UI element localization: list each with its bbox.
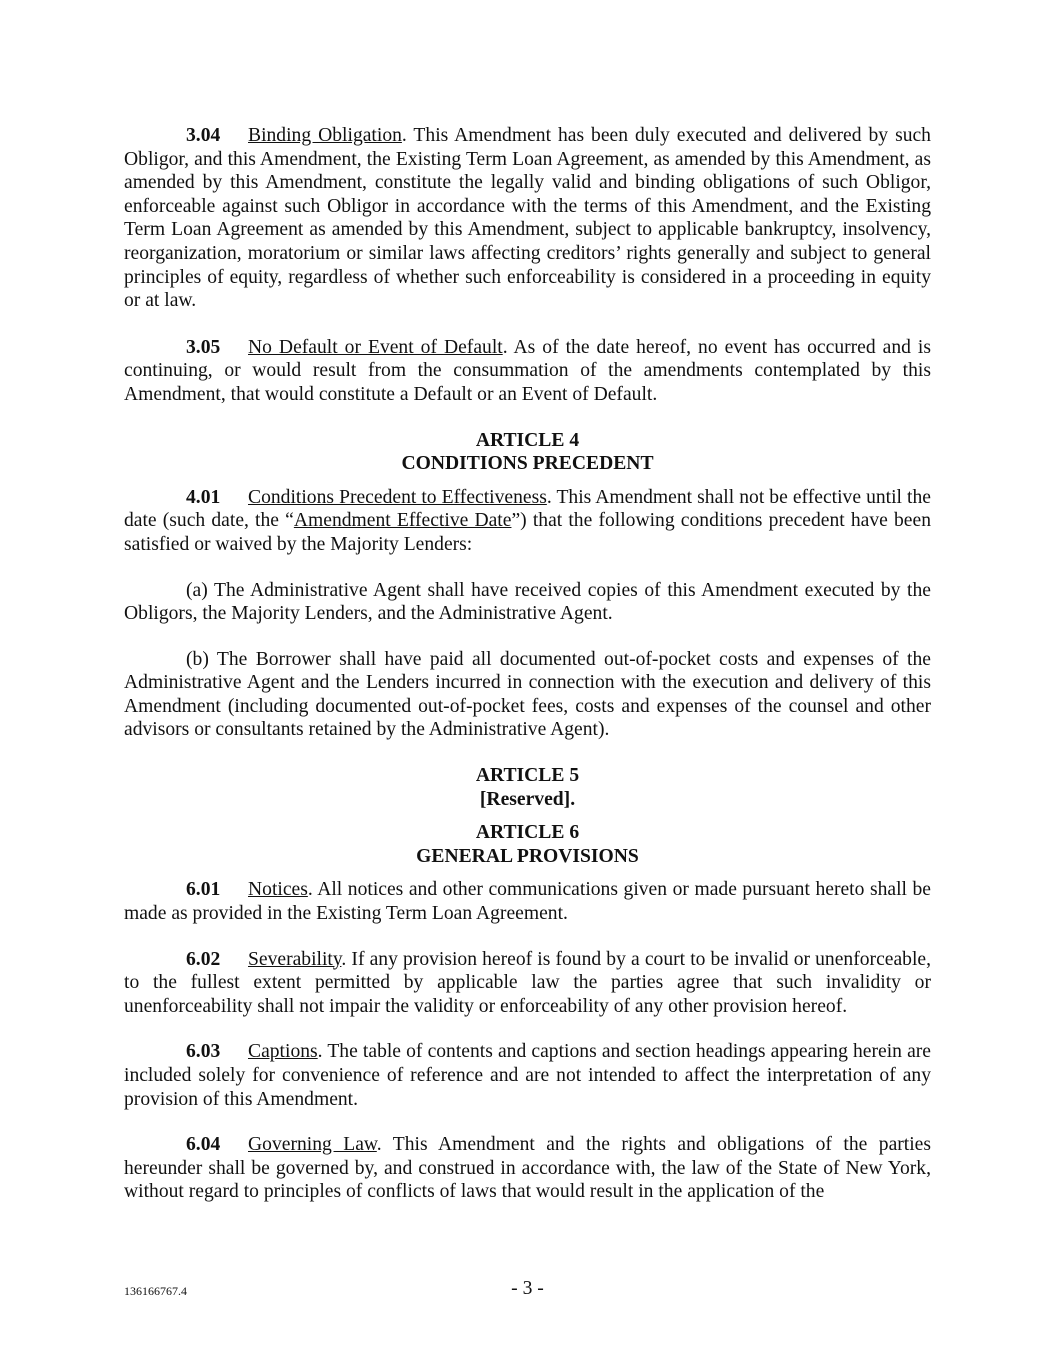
section-6-03 <box>124 1040 931 1111</box>
section-number: 6.03 <box>186 1041 221 1063</box>
section-3-04 <box>124 124 931 313</box>
section-body: . This Amendment shall not be effective until the date (such date, the “ <box>124 486 931 532</box>
document-id: 136166767.4 <box>124 1284 187 1298</box>
section-3-05 <box>124 336 931 407</box>
section-title: Notices <box>248 879 308 901</box>
section-title: No Default or Event of Default <box>248 336 503 358</box>
section-title: Governing Law <box>248 1134 377 1156</box>
section-title: Binding Obligation <box>248 125 402 146</box>
article-5-heading: ARTICLE 5 <box>475 765 580 787</box>
section-number: 6.02 <box>186 948 221 970</box>
section-body-cont: ”) that the following conditions precedent have been satisfied or waived by the Majority Lenders: <box>124 510 931 555</box>
section-number: 6.01 <box>186 879 221 901</box>
section-body: . All notices and other communications given or made pursuant hereto shall be made as provided in the Existing Term Loan Agreement. <box>124 879 931 925</box>
section-title: Severability <box>248 948 342 970</box>
section-number: 3.04 <box>186 125 221 146</box>
section-6-02 <box>124 948 931 1019</box>
section-body: . As of the date hereof, no event has occurred and is continuing, or would result from the consummation of the amendments contemplated by this Amendment, that would constitute a Default or an Event of Default. <box>124 336 931 405</box>
section-6-01 <box>124 878 931 925</box>
condition-a: (a) The Administrative Agent shall have received copies of this Amendment executed by the Obligors, the Majority Lenders, and the Administrative Agent. <box>124 579 931 625</box>
article-4-title: CONDITIONS PRECEDENT <box>401 453 654 475</box>
document-page <box>124 124 931 1204</box>
section-number: 3.05 <box>186 336 221 358</box>
article-6-heading: ARTICLE 6 <box>475 822 580 844</box>
page-number: - 3 - <box>511 1278 544 1299</box>
section-body: . This Amendment and the rights and obligations of the parties hereunder shall be governed by, and construed in accordance with, the law of the State of New York, without regard to principles of conflicts of laws that would result in the application of the <box>124 1134 931 1203</box>
article-5-title: [Reserved]. <box>479 788 576 810</box>
section-title: Conditions Precedent to Effectiveness <box>248 486 547 508</box>
section-title: Captions <box>248 1041 318 1063</box>
defined-term: Amendment Effective Date <box>293 510 512 532</box>
section-body: . This Amendment has been duly executed and delivered by such Obligor, and this Amendment, the Existing Term Loan Agreement, as amended by this Amendment, as amended by this Amendment, constitute the legally valid and binding obligations of such Obligor, enforceable against such Obligor in accordance with the terms of this Amendment, and the Existing Term Loan Agreement as amended by this Amendment, subject to applicable bankruptcy, insolvency, reorganization, moratorium or similar laws affecting creditors’ rights generally and subject to general principles of equity, regardless of whether such enforceability is considered in a proceeding in equity or at law. <box>124 125 931 312</box>
section-number: 6.04 <box>186 1134 221 1156</box>
article-6-title: GENERAL PROVISIONS <box>416 845 639 867</box>
condition-b: (b) The Borrower shall have paid all documented out-of-pocket costs and expenses of the Administrative Agent and the Lenders incurred in connection with the execution and delivery of this Amendment (including documented out-of-pocket fees, costs and expenses of the counsel and other advisors or consultants retained by the Administrative Agent). <box>124 648 931 741</box>
section-6-04 <box>124 1133 931 1204</box>
section-body: . The table of contents and captions and section headings appearing herein are included solely for convenience of reference and are not intended to affect the interpretation of any provision of this Amendment. <box>124 1041 931 1110</box>
section-4-01 <box>124 486 931 557</box>
section-body: . If any provision hereof is found by a court to be invalid or unenforceable, to the fullest extent permitted by applicable law the parties agree that such invalidity or unenforceability shall not impair the validity or enforceability of any other provision hereof. <box>124 948 931 1017</box>
section-number: 4.01 <box>186 486 221 508</box>
article-4-heading: ARTICLE 4 <box>475 429 580 451</box>
